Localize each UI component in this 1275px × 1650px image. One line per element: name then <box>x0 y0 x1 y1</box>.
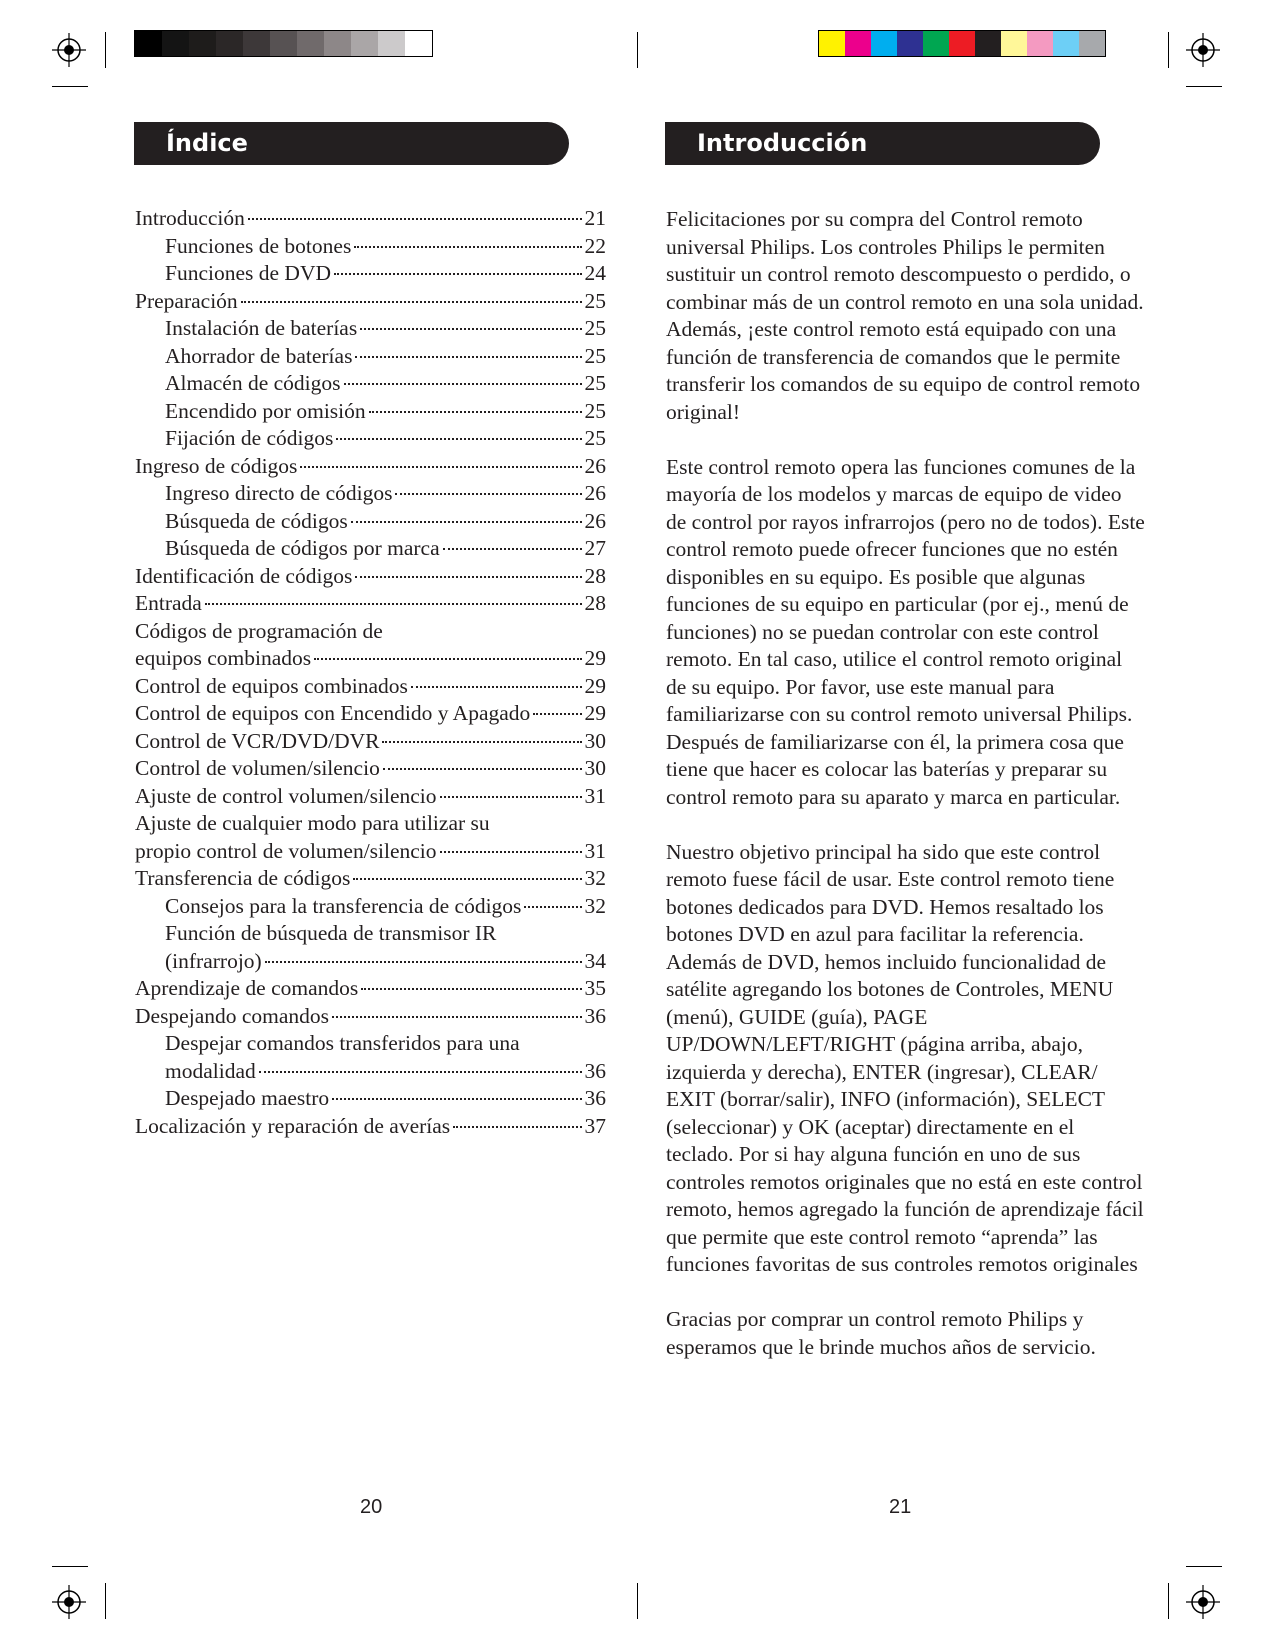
toc-entry-title: Encendido por omisión <box>165 398 366 423</box>
toc-entry <box>135 976 606 1004</box>
gray-swatch <box>216 31 243 56</box>
toc-entry-title: Consejos para la transferencia de códigos <box>165 893 522 918</box>
gray-swatch <box>189 31 216 56</box>
toc-entry-title: Control de VCR/DVD/DVR <box>135 728 380 753</box>
toc-entry-title: Entrada <box>135 591 202 615</box>
toc-entry-title: Despejar comandos transferidos para una <box>165 1031 520 1055</box>
toc-entry-title: propio control de volumen/silencio <box>135 838 437 863</box>
toc-entry <box>135 536 606 564</box>
crop-mark <box>1186 86 1222 87</box>
toc-dot-leader <box>443 548 582 550</box>
toc-dot-leader <box>533 713 581 715</box>
toc-dot-leader <box>353 878 581 880</box>
toc-entry <box>135 261 606 289</box>
toc-entry-title: Despejado maestro <box>165 1086 330 1110</box>
toc-entry-page: 26 <box>584 453 606 478</box>
toc-entry <box>135 1004 606 1032</box>
toc-entry-title: Fijación de códigos <box>165 426 334 450</box>
toc-entry-title: Introducción <box>135 206 245 230</box>
toc-entry <box>135 619 606 647</box>
toc-entry-page: 29 <box>584 701 606 725</box>
toc-dot-leader <box>395 493 581 495</box>
gray-swatch <box>270 31 297 56</box>
table-of-contents <box>135 206 606 1141</box>
toc-dot-leader <box>355 356 581 358</box>
toc-entry-page: 25 <box>584 426 606 450</box>
section-header-indice: Índice <box>134 122 569 165</box>
toc-dot-leader <box>314 658 581 660</box>
toc-entry <box>135 921 606 949</box>
color-swatch <box>923 31 949 56</box>
color-swatch <box>819 31 845 56</box>
toc-entry-page: 34 <box>584 948 606 973</box>
intro-paragraph: Felicitaciones por su compra del Control remoto universal Philips. Los controles Philips le permiten sustituir un control remoto descompuesto o perdido, o combinar más de un control remoto en una sola unidad. Además, ¡este control remoto está equipado con una función de transferencia de comandos que le permite transferir los comandos de su equipo de control remoto original! <box>666 207 1144 424</box>
toc-entry <box>135 206 606 234</box>
toc-entry-page: 29 <box>584 673 606 698</box>
toc-entry-page: 25 <box>584 371 606 395</box>
toc-dot-leader <box>382 741 581 743</box>
toc-entry-title: Almacén de códigos <box>165 371 341 395</box>
toc-entry-page: 25 <box>584 398 606 423</box>
toc-entry <box>135 344 606 372</box>
toc-entry <box>135 564 606 592</box>
toc-entry-page: 26 <box>584 481 606 505</box>
toc-dot-leader <box>344 383 582 385</box>
toc-dot-leader <box>361 988 581 990</box>
color-calibration-bar <box>818 30 1106 57</box>
color-swatch <box>897 31 923 56</box>
toc-entry-page: 24 <box>584 261 606 285</box>
toc-entry-title: Ahorrador de baterías <box>165 343 353 368</box>
toc-dot-leader <box>369 411 582 413</box>
toc-dot-leader <box>334 273 581 275</box>
toc-entry-title: modalidad <box>165 1058 256 1083</box>
toc-entry <box>135 729 606 757</box>
toc-entry-title: Localización y reparación de averías <box>135 1113 451 1138</box>
color-swatch <box>845 31 871 56</box>
color-swatch <box>871 31 897 56</box>
toc-entry-page: 29 <box>584 646 606 670</box>
toc-entry-title: Ingreso de códigos <box>135 453 298 478</box>
crop-mark <box>1168 1583 1169 1619</box>
gray-swatch <box>351 31 378 56</box>
crop-mark <box>105 32 106 68</box>
toc-entry-title: Ajuste de control volumen/silencio <box>135 783 437 808</box>
toc-entry-title: Despejando comandos <box>135 1003 330 1028</box>
toc-entry-title: (infrarrojo) <box>165 948 262 973</box>
toc-dot-leader <box>411 686 582 688</box>
gray-swatch <box>378 31 405 56</box>
toc-entry-title: Control de equipos con Encendido y Apagado <box>135 701 531 725</box>
toc-entry-title: Búsqueda de códigos <box>165 508 348 533</box>
crop-mark <box>637 1583 638 1619</box>
toc-dot-leader <box>259 1071 582 1073</box>
toc-entry <box>135 1114 606 1142</box>
toc-dot-leader <box>354 246 581 248</box>
toc-entry <box>135 481 606 509</box>
page-number-right: 21 <box>889 1496 912 1518</box>
toc-entry-title: Transferencia de códigos <box>135 866 351 890</box>
intro-paragraph: Nuestro objetivo principal ha sido que este control remoto fuese fácil de usar. Este control remoto tiene botones dedicados para DVD. Hemos resaltado los botones DVD en azul para facilitar la referencia. Además de DVD, hemos incluido funcionalidad de satélite agregando los botones de Controles, MENU (menú), GUIDE (guía), PAGE UP/DOWN/LEFT/RIGHT (página arriba, abajo, izquierda y derecha), ENTER (ingresar), CLEAR/ EXIT (borrar/salir), INFO (información), SELECT (seleccionar) y OK (aceptar) directamente en el teclado. Por si hay alguna función en uno de sus controles remotos originales que no está en este control remoto, hemos agregado la función de aprendizaje fácil que permite que este control remoto “aprenda” las funciones favoritas de sus controles remotos originales <box>666 839 1144 1276</box>
toc-entry-title: Funciones de DVD <box>165 261 332 285</box>
toc-entry-title: Ajuste de cualquier modo para utilizar su <box>135 811 490 835</box>
toc-entry <box>135 289 606 317</box>
toc-dot-leader <box>440 851 582 853</box>
toc-entry <box>135 674 606 702</box>
toc-entry <box>135 839 606 867</box>
toc-dot-leader <box>248 218 582 220</box>
toc-dot-leader <box>355 576 581 578</box>
toc-dot-leader <box>332 1016 581 1018</box>
toc-entry <box>135 426 606 454</box>
toc-entry-page: 27 <box>584 536 606 560</box>
toc-entry-title: Función de búsqueda de transmisor IR <box>165 921 497 945</box>
gray-swatch <box>324 31 351 56</box>
toc-dot-leader <box>205 603 582 605</box>
toc-dot-leader <box>524 906 581 908</box>
color-swatch <box>1079 31 1105 56</box>
toc-entry-title: Identificación de códigos <box>135 563 353 588</box>
toc-dot-leader <box>360 328 581 330</box>
toc-entry-page: 30 <box>584 728 606 753</box>
color-swatch <box>949 31 975 56</box>
toc-entry-page: 21 <box>584 206 606 230</box>
color-swatch <box>1027 31 1053 56</box>
toc-entry-page: 36 <box>584 1003 606 1028</box>
color-swatch <box>1053 31 1079 56</box>
toc-entry <box>135 591 606 619</box>
toc-entry <box>135 866 606 894</box>
toc-entry-page: 25 <box>584 343 606 368</box>
toc-entry <box>135 1086 606 1114</box>
toc-entry <box>135 894 606 922</box>
toc-dot-leader <box>300 466 581 468</box>
toc-entry-page: 25 <box>584 316 606 340</box>
toc-entry-title: Preparación <box>135 288 238 313</box>
toc-entry-page: 31 <box>584 783 606 808</box>
crop-mark <box>1186 1566 1222 1567</box>
grayscale-calibration-bar <box>134 30 433 57</box>
toc-entry-page: 36 <box>584 1058 606 1083</box>
crop-mark <box>105 1583 106 1619</box>
toc-entry <box>135 399 606 427</box>
intro-paragraph: Este control remoto opera las funciones comunes de la mayoría de los modelos y marcas de equipo de video de control por rayos infrarrojos (pero no de todos). Este control remoto puede ofrecer funciones que no estén disponibles en su equipo. Es posible que algunas funciones de su equipo en particular (por ej., menú de funciones) no se puedan controlar con este control remoto. En tal caso, utilice el control remoto original de su equipo. Por favor, use este manual para familiarizarse con su control remoto universal Philips. Después de familiarizarse con él, la primera cosa que tiene que hacer es colocar las baterías y preparar su control remoto para su aparato y marca en particular. <box>666 454 1145 809</box>
toc-entry-page: 28 <box>584 591 606 615</box>
registration-mark-icon <box>52 1585 86 1619</box>
toc-entry-page: 26 <box>584 508 606 533</box>
toc-entry-page: 37 <box>584 1113 606 1138</box>
toc-entry-page: 32 <box>584 893 606 918</box>
toc-entry-title: Aprendizaje de comandos <box>135 976 359 1000</box>
toc-entry-page: 28 <box>584 563 606 588</box>
registration-mark-icon <box>1186 33 1220 67</box>
toc-entry-page: 31 <box>584 838 606 863</box>
toc-entry-page: 22 <box>584 233 606 258</box>
toc-entry <box>135 371 606 399</box>
toc-entry-title: Funciones de botones <box>165 233 352 258</box>
toc-entry-page: 35 <box>584 976 606 1000</box>
toc-dot-leader <box>265 961 582 963</box>
toc-dot-leader <box>351 521 582 523</box>
toc-entry-page: 32 <box>584 866 606 890</box>
intro-paragraph: Gracias por comprar un control remoto Philips y esperamos que le brinde muchos años de servicio. <box>666 1307 1096 1359</box>
toc-entry-title: Ingreso directo de códigos <box>165 481 393 505</box>
toc-dot-leader <box>336 438 581 440</box>
toc-entry <box>135 756 606 784</box>
toc-entry <box>135 949 606 977</box>
color-swatch <box>975 31 1001 56</box>
gray-swatch <box>297 31 324 56</box>
toc-entry <box>135 316 606 344</box>
toc-entry-page: 36 <box>584 1086 606 1110</box>
toc-entry <box>135 811 606 839</box>
introduction-text <box>666 206 1146 1389</box>
registration-mark-icon <box>1186 1585 1220 1619</box>
crop-mark <box>637 32 638 68</box>
gray-swatch <box>243 31 270 56</box>
gray-swatch <box>405 31 432 56</box>
page-number-left: 20 <box>360 1496 383 1518</box>
toc-entry-title: Búsqueda de códigos por marca <box>165 536 440 560</box>
toc-entry <box>135 1031 606 1059</box>
toc-entry-page: 25 <box>584 288 606 313</box>
crop-mark <box>52 1566 88 1567</box>
toc-entry-title: Instalación de baterías <box>165 316 358 340</box>
crop-mark <box>1168 32 1169 68</box>
toc-entry-page: 30 <box>584 756 606 780</box>
toc-entry <box>135 701 606 729</box>
toc-dot-leader <box>241 301 582 303</box>
toc-entry <box>135 1059 606 1087</box>
color-swatch <box>1001 31 1027 56</box>
toc-entry-title: equipos combinados <box>135 646 312 670</box>
toc-entry <box>135 784 606 812</box>
toc-entry <box>135 646 606 674</box>
gray-swatch <box>135 31 162 56</box>
toc-entry <box>135 234 606 262</box>
toc-dot-leader <box>332 1098 581 1100</box>
toc-entry <box>135 454 606 482</box>
toc-entry-title: Códigos de programación de <box>135 618 383 643</box>
toc-dot-leader <box>440 796 582 798</box>
section-header-introduccion: Introducción <box>665 122 1100 165</box>
registration-mark-icon <box>52 33 86 67</box>
toc-entry-title: Control de volumen/silencio <box>135 756 380 780</box>
toc-dot-leader <box>453 1126 581 1128</box>
crop-mark <box>52 86 88 87</box>
toc-dot-leader <box>383 768 582 770</box>
toc-entry-title: Control de equipos combinados <box>135 673 408 698</box>
gray-swatch <box>162 31 189 56</box>
toc-entry <box>135 509 606 537</box>
